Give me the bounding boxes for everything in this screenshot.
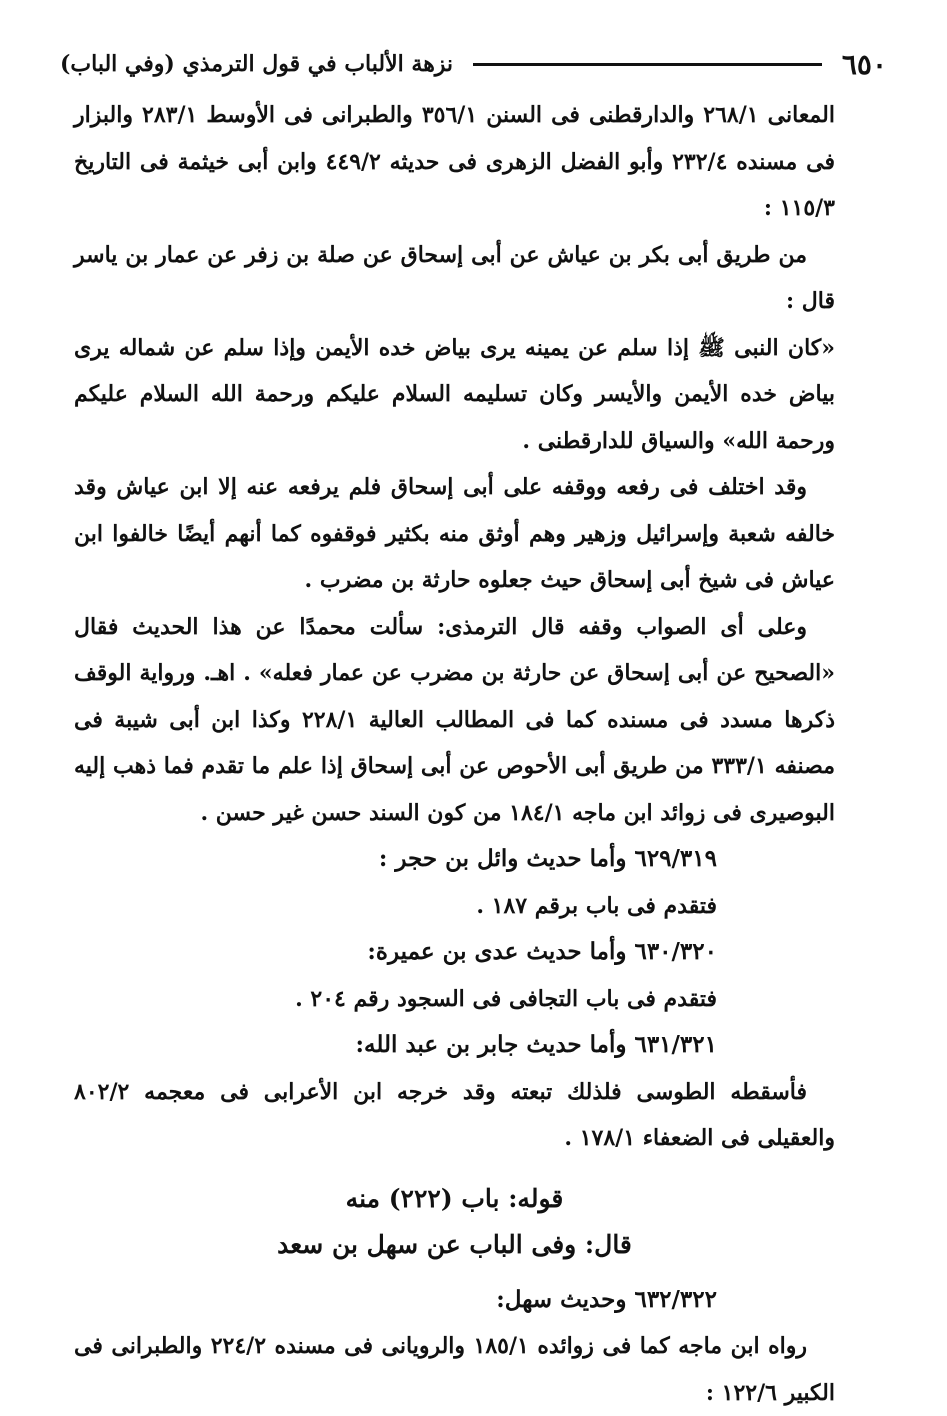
running-header xyxy=(60,44,887,84)
paragraph-chain: من طريق أبى بكر بن عياش عن أبى إسحاق عن صلة بن زفر عن عمار بن ياسر قال : xyxy=(74,241,835,314)
page-body xyxy=(74,92,835,1416)
paragraph-sources: المعانى ٢٦٨/١ والدارقطنى فى السنن ٣٥٦/١ والطبرانى فى الأوسط ٢٨٣/١ والبزار فى مسنده ٢٣٢/٤ وأبو الفضل الزهرى فى حديثه ٤٤٩/٢ وابن أبى خيثمة فى التاريخ ١١٥/٣ : xyxy=(74,102,835,221)
paragraph-tirmidhi-note: وعلى أى الصواب وقفه قال الترمذى: سألت محمدًا عن هذا الحديث فقال «الصحيح عن أبى إسحاق عن حارثة بن مضرب عن عمار فعله» . اهـ. ورواية الوقف ذكرها مسدد فى مسنده كما فى المطالب العالية ٢٢٨/١ وكذا ابن أبى شيبة فى مصنفه ٣٣٣/١ من طريق أبى الأحوص عن أبى إسحاق إذا علم ما تقدم فما ذهب إليه البوصيرى فى زوائد ابن ماجه ١٨٤/١ من كون السند حسن غير حسن . xyxy=(74,613,836,826)
heading-sahl-hadith: ٦٣٢/٣٢٢ وحديث سهل: xyxy=(496,1285,717,1313)
section-subtitle: قال: وفى الباب عن سهل بن سعد xyxy=(277,1230,632,1259)
heading-adi-hadith: ٦٣٠/٣٢٠ وأما حديث عدى بن عميرة: xyxy=(367,938,717,965)
heading-jabir-hadith: ٦٣١/٣٢١ وأما حديث جابر بن عبد الله: xyxy=(355,1031,717,1058)
running-title: نزهة الألباب في قول الترمذي (وفي الباب) xyxy=(60,51,454,77)
paragraph-adi: فتقدم فى باب التجافى فى السجود رقم ٢٠٤ . xyxy=(295,985,717,1012)
page-number: ٦٥٠ xyxy=(841,47,887,81)
spacer xyxy=(74,1269,835,1277)
paragraph-sahl: رواه ابن ماجه كما فى زوائده ١٨٥/١ والرويانى فى مسنده ٢٢٤/٢ والطبرانى فى الكبير ١٢٢/٦ : xyxy=(74,1333,835,1406)
section-title: قوله: باب (٢٢٢) منه xyxy=(345,1183,564,1213)
paragraph-jabir: فأسقطه الطوسى فلذلك تبعته وقد خرجه ابن الأعرابى فى معجمه ٨٠٢/٢ والعقيلى فى الضعفاء ١٧٨/١ . xyxy=(74,1078,835,1151)
paragraph-wail: فتقدم فى باب برقم ١٨٧ . xyxy=(476,892,717,919)
paragraph-hadith-text: «كان النبى ﷺ إذا سلم عن يمينه يرى بياض خده الأيمن وإذا سلم عن شماله يرى بياض خده الأيمن والأيسر وكان تسليمه السلام عليكم ورحمة الله السلام عليكم ورحمة الله» والسياق للدارقطنى . xyxy=(74,334,835,454)
paragraph-discrepancy: وقد اختلف فى رفعه ووقفه على أبى إسحاق فلم يرفعه عنه إلا ابن عياش وقد خالفه شعبة وإسرائيل وزهير وهم أوثق منه بكثير فوقفوه كما أنهم أيضًا خالفوا ابن عياش فى شيخ أبى إسحاق حيث جعلوه حارثة بن مضرب . xyxy=(74,474,835,593)
spacer xyxy=(74,1162,835,1176)
heading-wail-hadith: ٦٢٩/٣١٩ وأما حديث وائل بن حجر : xyxy=(378,845,717,872)
header-rule xyxy=(473,63,822,66)
